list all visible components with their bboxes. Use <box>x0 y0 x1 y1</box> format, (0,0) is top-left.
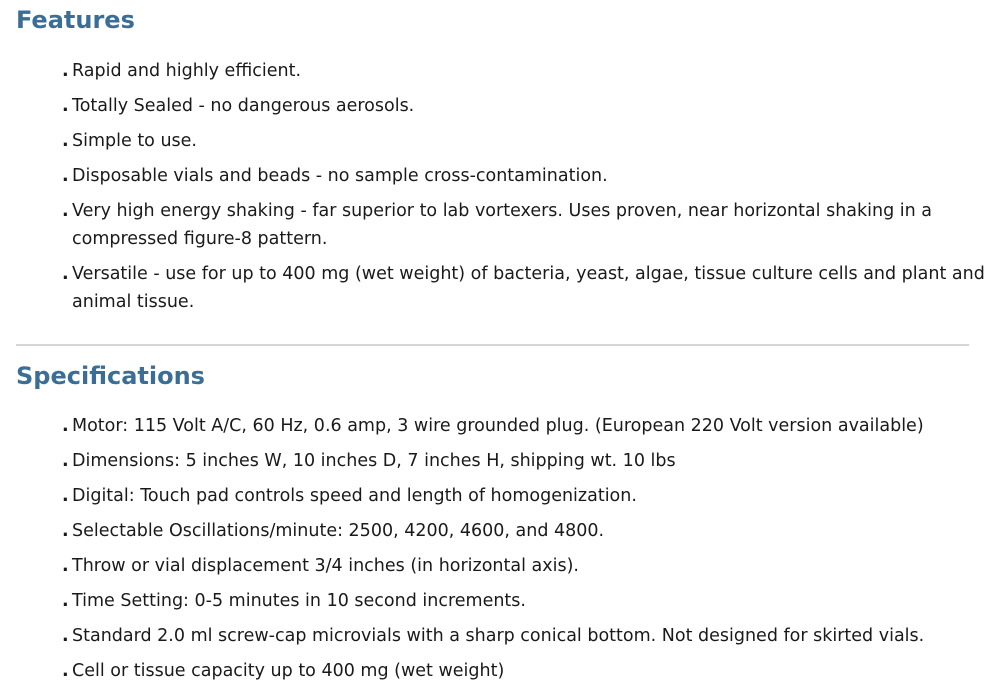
list-item <box>0 92 1007 120</box>
list-item-text: Throw or vial displacement 3/4 inches (in horizontal axis). <box>72 556 579 576</box>
list-item <box>0 552 1007 580</box>
features-heading: Features <box>16 6 135 34</box>
bullet: . <box>62 451 69 471</box>
list-item-text: Disposable vials and beads - no sample cross-contamination. <box>72 166 608 186</box>
list-item <box>0 412 1007 440</box>
bullet: . <box>62 61 69 81</box>
list-item <box>0 197 1007 253</box>
list-item <box>0 162 1007 190</box>
list-item-text: Very high energy shaking - far superior to lab vortexers. Uses proven, near horizontal shaking in a compressed figure-8 pattern. <box>72 201 933 249</box>
list-item <box>0 57 1007 85</box>
list-item <box>0 127 1007 155</box>
bullet: . <box>62 591 69 611</box>
list-item-text: Standard 2.0 ml screw-cap microvials with a sharp conical bottom. Not designed for skirted vials. <box>72 626 925 646</box>
list-item <box>0 657 1007 685</box>
bullet: . <box>62 661 69 681</box>
list-item <box>0 622 1007 650</box>
list-item-text: Totally Sealed - no dangerous aerosols. <box>72 96 415 116</box>
bullet: . <box>62 556 69 576</box>
bullet: . <box>62 416 69 436</box>
list-item-text: Versatile - use for up to 400 mg (wet weight) of bacteria, yeast, algae, tissue culture cells and plant and animal tissue. <box>72 264 985 312</box>
list-item-text: Simple to use. <box>72 131 197 151</box>
bullet: . <box>62 166 69 186</box>
specifications-heading: Specifications <box>16 362 205 390</box>
list-item-text: Selectable Oscillations/minute: 2500, 4200, 4600, and 4800. <box>72 521 605 541</box>
bullet: . <box>62 626 69 646</box>
list-item-text: Dimensions: 5 inches W, 10 inches D, 7 inches H, shipping wt. 10 lbs <box>72 451 676 471</box>
list-item-text: Motor: 115 Volt A/C, 60 Hz, 0.6 amp, 3 wire grounded plug. (European 220 Volt version available) <box>72 416 924 436</box>
list-item <box>0 482 1007 510</box>
bullet: . <box>62 264 69 284</box>
bullet: . <box>62 96 69 116</box>
list-item <box>0 517 1007 545</box>
list-item <box>0 587 1007 615</box>
bullet: . <box>62 486 69 506</box>
bullet: . <box>62 521 69 541</box>
bullet: . <box>62 131 69 151</box>
section-divider <box>16 344 969 346</box>
bullet: . <box>62 201 69 221</box>
list-item <box>0 447 1007 475</box>
list-item-text: Cell or tissue capacity up to 400 mg (wet weight) <box>72 661 505 681</box>
list-item-text: Rapid and highly efficient. <box>72 61 302 81</box>
list-item-text: Time Setting: 0-5 minutes in 10 second increments. <box>72 591 526 611</box>
list-item-text: Digital: Touch pad controls speed and length of homogenization. <box>72 486 637 506</box>
list-item <box>0 260 1007 316</box>
